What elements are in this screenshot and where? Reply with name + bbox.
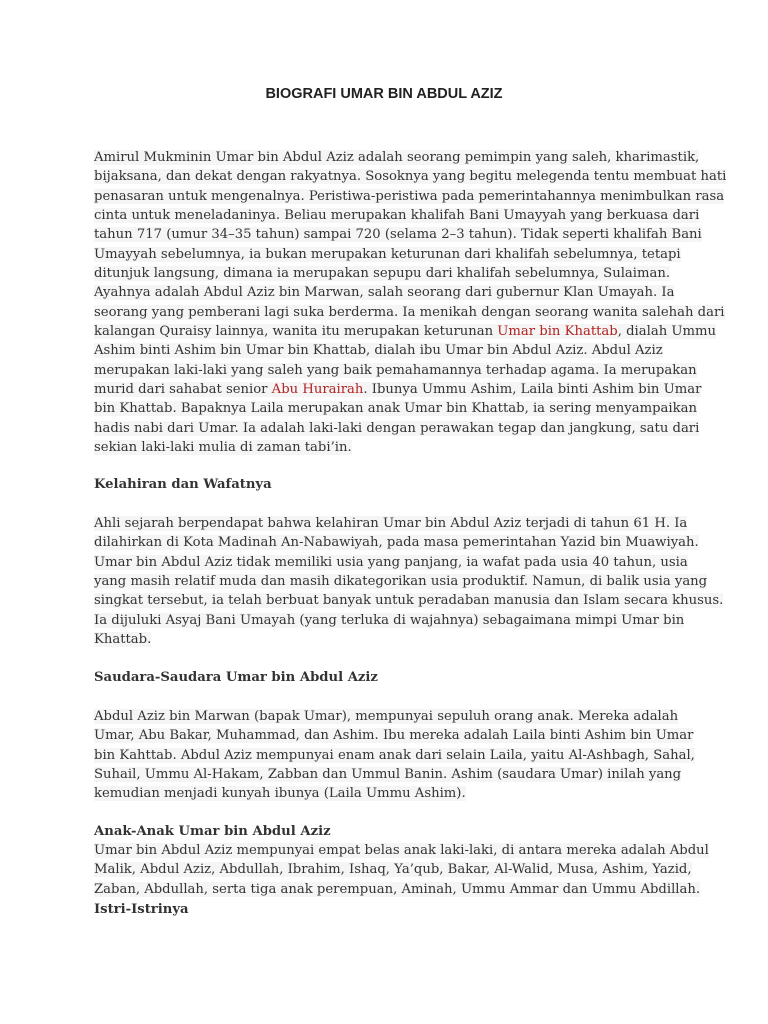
text-line: Ahli sejarah berpendapat bahwa kelahiran Umar bin Abdul Aziz terjadi di tahun 61 H. Ia (94, 516, 688, 531)
text-line: penasaran untuk mengenalnya. Peristiwa-peristiwa pada pemerintahannya menimbulkan rasa (94, 188, 725, 204)
paragraph-anak (94, 841, 709, 899)
text-line: Malik, Abdul Aziz, Abdullah, Ibrahim, Ishaq, Ya’qub, Bakar, Al-Walid, Musa, Ashim, Yazid, (94, 862, 692, 878)
text-line: hadis nabi dari Umar. Ia adalah laki-laki dengan perawakan tegap dan jangkung, satu dari (94, 420, 700, 436)
text-line: sekian laki-laki mulia di zaman tabi’in. (94, 440, 352, 456)
text-line: Umar bin Abdul Aziz tidak memiliki usia yang panjang, ia wafat pada usia 40 tahun, usia (94, 554, 688, 570)
link-umar-bin-khattab[interactable]: Umar bin Khattab (497, 324, 618, 340)
section-heading-kelahiran: Kelahiran dan Wafatnya (94, 477, 272, 492)
text-line: bijaksana, dan dekat dengan rakyatnya. Sosoknya yang begitu melegenda tentu membuat hati (94, 169, 727, 185)
paragraph-intro (94, 148, 726, 458)
text-line: tahun 717 (umur 34–35 tahun) sampai 720 (selama 2–3 tahun). Tidak seperti khalifah Bani (94, 227, 702, 243)
text-line: Abdul Aziz bin Marwan (bapak Umar), mempunyai sepuluh orang anak. Mereka adalah (94, 709, 679, 724)
section-heading-saudara: Saudara-Saudara Umar bin Abdul Aziz (94, 670, 378, 685)
text-line: Khattab. (94, 632, 152, 648)
text-line: dilahirkan di Kota Madinah An-Nabawiyah, pada masa pemerintahan Yazid bin Muawiyah. (94, 535, 699, 551)
text-line: singkat tersebut, ia telah berbuat banyak untuk peradaban manusia dan Islam secara khusus. (94, 593, 724, 609)
text-line: Umar bin Abdul Aziz mempunyai empat belas anak laki-laki, di antara mereka adalah Abdul (94, 843, 709, 858)
text-line: Ayahnya adalah Abdul Aziz bin Marwan, salah seorang dari gubernur Klan Umayah. Ia (94, 285, 675, 301)
text-line: ditunjuk langsung, dimana ia merupakan sepupu dari khalifah sebelumnya, Sulaiman. (94, 266, 671, 282)
text-line: kemudian menjadi kunyah ibunya (Laila Ummu Ashim). (94, 786, 466, 802)
section-heading-istri: Istri-Istrinya (94, 902, 189, 917)
text-line: Suhail, Ummu Al-Hakam, Zabban dan Ummul Banin. Ashim (saudara Umar) inilah yang (94, 767, 682, 783)
text-line: bin Khattab. Bapaknya Laila merupakan anak Umar bin Khattab, ia sering menyampaikan (94, 401, 697, 417)
text-segment: , dialah Ummu (617, 324, 717, 340)
text-line: Umayyah sebelumnya, ia bukan merupakan keturunan dari khalifah sebelumnya, tetapi (94, 246, 681, 262)
text-line: Umar, Abu Bakar, Muhammad, dan Ashim. Ibu mereka adalah Laila binti Ashim bin Umar (94, 728, 694, 744)
text-line: merupakan laki-laki yang saleh yang baik pemahamannya terhadap agama. Ia merupakan (94, 362, 697, 378)
text-line: seorang yang pemberani lagi suka berderma. Ia menikah dengan seorang wanita salehah dari (94, 304, 725, 320)
text-line: cinta untuk meneladaninya. Beliau merupakan khalifah Bani Umayyah yang berkuasa dari (94, 208, 700, 224)
page-title: BIOGRAFI UMAR BIN ABDUL AZIZ (265, 86, 503, 102)
text-segment: murid dari sahabat senior (94, 382, 272, 398)
text-line: bin Kahttab. Abdul Aziz mempunyai enam anak dari selain Laila, yaitu Al-Ashbagh, Sahal, (94, 747, 695, 763)
text-line: Zaban, Abdullah, serta tiga anak perempuan, Aminah, Ummu Ammar dan Ummu Abdillah. (94, 881, 701, 897)
section-heading-anak: Anak-Anak Umar bin Abdul Aziz (94, 824, 331, 839)
text-line: Amirul Mukminin Umar bin Abdul Aziz adalah seorang pemimpin yang saleh, kharimastik, (94, 150, 700, 165)
text-segment: kalangan Quraisy lainnya, wanita itu merupakan keturunan (94, 324, 498, 340)
text-line: Ia dijuluki Asyaj Bani Umayah (yang terluka di wajahnya) sebagaimana mimpi Umar bin (94, 612, 685, 628)
text-line: yang masih relatif muda dan masih dikategorikan usia produktif. Namun, di balik usia yang (94, 574, 708, 590)
paragraph-kelahiran (94, 514, 723, 649)
paragraph-saudara (94, 707, 695, 804)
link-abu-hurairah[interactable]: Abu Hurairah (271, 382, 364, 398)
text-line: Ashim binti Ashim bin Umar bin Khattab, dialah ibu Umar bin Abdul Aziz. Abdul Aziz (94, 343, 663, 359)
text-segment: . Ibunya Ummu Ashim, Laila binti Ashim bin Umar (363, 382, 702, 398)
